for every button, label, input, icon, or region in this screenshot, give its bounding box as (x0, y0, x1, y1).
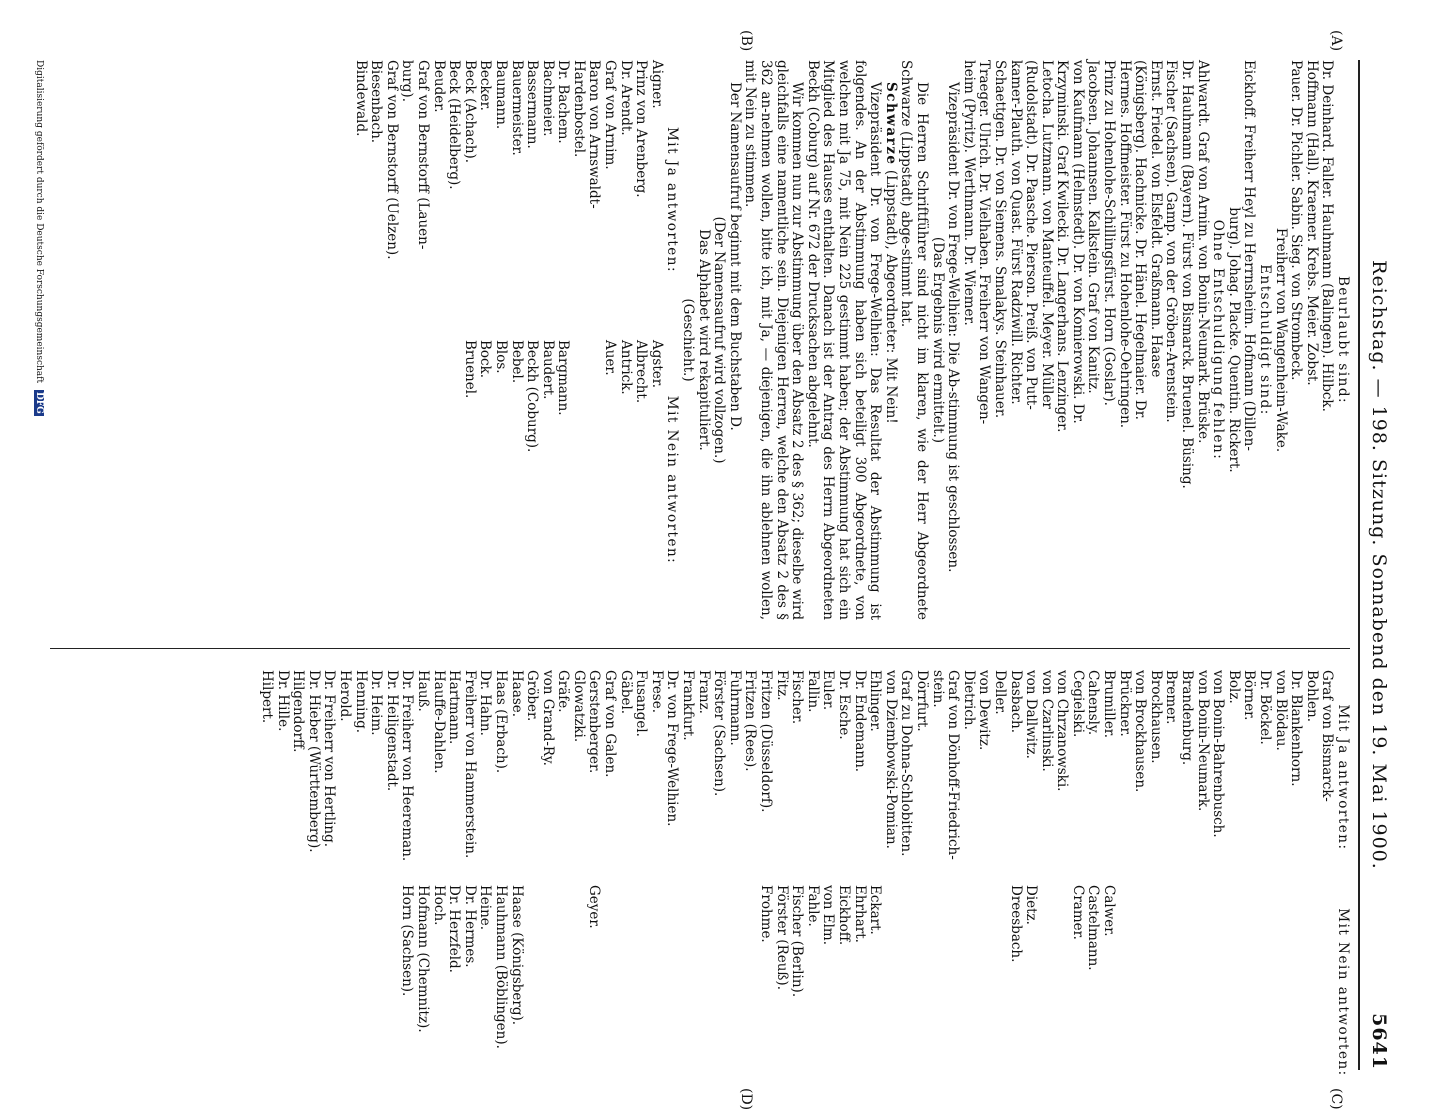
member-name: Bock. (477, 340, 494, 379)
member-name (1038, 885, 1054, 1100)
member-name: Hilgendorff. (290, 670, 307, 753)
member-name: Fitz. (773, 670, 790, 701)
member-name: Agster. (648, 340, 665, 388)
member-name: von Czarlinski. (1038, 670, 1055, 772)
member-name: Eckart. (867, 885, 884, 935)
member-name: Fallin. (804, 670, 821, 713)
ohne-entschuldigung-list (960, 60, 1210, 620)
member-name: Frese. (648, 670, 665, 714)
member-name: Brückner. (1116, 670, 1133, 737)
member-name (1303, 885, 1319, 1100)
member-name: Henning. (352, 670, 369, 734)
member-name (570, 340, 586, 620)
member-name: von Brockhausen. (1132, 670, 1149, 793)
member-name: Brockhausen. (1147, 670, 1164, 764)
member-name (960, 885, 976, 1100)
member-name: Fischer (Berlin). (789, 885, 806, 998)
member-name: stein. (929, 670, 946, 708)
header-rule (1358, 60, 1360, 1070)
member-name: Graf von Bernstorff (Lauen- (414, 60, 431, 250)
margin-marker-b: (B) (738, 30, 754, 52)
beurlaubt-list (1272, 60, 1334, 620)
member-name (929, 885, 945, 1100)
text-line: (Rudolstadt). Dr. Paasche. Pierson. Preiß. von Putt- (1023, 60, 1040, 410)
document-page (34, 30, 1394, 1110)
member-name: Dr. Arendt. (617, 60, 634, 136)
member-name: Baumann. (492, 60, 509, 130)
member-name: Aigner. (648, 60, 665, 109)
member-name: Hauffe-Dahlen. (430, 670, 447, 774)
member-name: Graf von Dönhoff-Friedrich- (945, 670, 962, 860)
text-line: Letocha. Lutzmann. von Manteuffel. Meyer. Müller (1038, 60, 1055, 409)
member-name: Brandenburg. (1179, 670, 1196, 766)
member-name: Hilpert. (259, 670, 276, 724)
text-line: Dr. Deinhard. Faller. Hauhmann (Balingen). Hilbck. (1319, 60, 1336, 412)
ja-names (352, 60, 664, 340)
member-name: Dr. Heim. (368, 670, 385, 736)
member-name: Fahle. (804, 885, 821, 927)
speaker-name: Schwarze (882, 82, 899, 166)
member-name: Dr. Heiligenstadt. (383, 670, 400, 792)
namensaufruf-note: (Der Namensaufruf wird vollzogen.) (711, 216, 728, 464)
member-name: Dr. Blankenhorn. (1288, 670, 1305, 787)
member-name: Fritzen (Rees). (742, 670, 759, 772)
member-name: Glowatzki. (570, 670, 587, 743)
member-name: Bindewald. (352, 60, 369, 137)
member-name: Dr. Hahn. (477, 670, 494, 736)
member-name (726, 885, 742, 1100)
dfg-logo: DFG (34, 391, 44, 414)
member-name: Hardenbostel. (570, 60, 587, 158)
member-name (1178, 885, 1194, 1100)
member-name (711, 885, 727, 1100)
member-name: Dr. Freiherr von Hertling. (321, 670, 338, 848)
member-name: Dreesbach. (1007, 885, 1024, 963)
column-divider (50, 648, 1350, 649)
member-name: Biesenbach. (368, 60, 385, 144)
text-line: Dr. Hauhmann (Bayern). Fürst von Bismarck. Bruenel. Büsing. (1179, 60, 1196, 489)
member-name: von Chrzanowski. (1054, 670, 1071, 792)
member-name (524, 885, 540, 1100)
left-column (352, 60, 1350, 620)
member-name: Baudert. (539, 340, 556, 400)
member-name: Bassermann. (524, 60, 541, 149)
member-name: Bohlen. (1303, 670, 1320, 723)
footer-credit (34, 60, 44, 416)
nein-names (461, 340, 664, 620)
nein-heading: Mit Nein antworten: (664, 395, 681, 565)
member-name: Bremer. (1163, 670, 1180, 725)
member-name: Baron von Arnswaldt- (586, 60, 603, 209)
member-name (539, 885, 555, 1100)
page-header (1360, 60, 1394, 1070)
member-name: Gräfe. (555, 670, 572, 713)
ergebnis-note: (Das Ergebnis wird ermittelt.) (929, 236, 946, 444)
vizepraesident-paragraph-1: Vizepräsident Dr. von Frege-Welhien: Die Ab-stimmung ist geschlossen. (945, 82, 962, 573)
member-name: Gerstenberger. (586, 670, 603, 774)
member-name (679, 885, 695, 1100)
member-name: Graf zu Dohna-Schlobitten. (898, 670, 915, 857)
margin-marker-d: (D) (738, 1088, 754, 1110)
member-name: Graf von Arnim. (602, 60, 619, 170)
member-name: Freiherr von Hammerstein. (461, 670, 478, 859)
text-line: Fischer (Sachsen). Gamp. von der Gröben-Arenstein. (1163, 60, 1180, 423)
member-name: Bebel. (508, 340, 525, 384)
member-name (1054, 885, 1070, 1100)
margin-marker-c: (C) (1328, 1088, 1344, 1110)
left-ja-list (352, 60, 679, 340)
right-ja-list (258, 670, 1350, 885)
header-title: Reichstag. — 198. Sitzung. Sonnabend den 19. Mai 1900. (1368, 260, 1390, 870)
member-name: Antrick. (617, 340, 634, 395)
text-line: Schaettgen. Dr. von Siemens. Smalakys. Steinhauer. (991, 60, 1008, 419)
schriftfuehrer-paragraph: Die Herren Schriftführer sind nicht im klaren, wie der Herr Abgeordnete Schwarze (Lippstadt) abge-stimmt hat. (898, 60, 930, 620)
member-name: Gäbel. (617, 670, 634, 715)
member-name: von Blödau. (1272, 670, 1289, 751)
member-name: Eickhoff. (836, 885, 852, 946)
member-name: Haas (Erbach). (492, 670, 509, 774)
member-name: Dr. Hille. (274, 670, 291, 732)
member-name: Förster (Sachsen). (711, 670, 728, 797)
member-name: Beck (Achach). (461, 60, 478, 164)
nein-names (399, 885, 1335, 1100)
member-name: Horn (Sachsen). (399, 885, 416, 997)
member-name: Beckh (Coburg). (524, 340, 541, 453)
page-number: 5641 (1368, 1013, 1390, 1070)
member-name: Ehlinger. (867, 670, 884, 732)
member-name: Herold. (337, 670, 353, 722)
member-name: Dasbach. (1007, 670, 1024, 734)
member-name: Dr. Endemann. (851, 670, 868, 773)
right-vote-lists (258, 670, 1350, 1100)
member-name (882, 885, 898, 1100)
member-name (945, 885, 961, 1100)
member-name (695, 885, 711, 1100)
member-name: Fusangel. (633, 670, 650, 737)
member-name: Hofmann (Chemnitz). (414, 885, 431, 1033)
member-name: Bolz. (1225, 670, 1242, 704)
member-name: Gröber. (524, 670, 541, 722)
member-name: Hartmann. (446, 670, 463, 745)
member-name: Haase. (508, 670, 525, 718)
text-line: Ernst. Friedel. von Elsfeldt. Graßmann. Haase (1147, 60, 1164, 378)
member-name (633, 885, 649, 1100)
member-name (913, 885, 929, 1100)
member-name (1210, 885, 1226, 1100)
member-name: Dr. von Frege-Welhien. (664, 670, 681, 827)
text-line: Pauer. Dr. Pichler. Sabin. Sieg. von Strombeck. (1288, 60, 1305, 381)
member-name: Heine. (477, 885, 494, 931)
member-name: Bargmann. (555, 340, 572, 416)
member-name: Dr. Herzfeld. (446, 885, 463, 973)
member-name: Dr. Esche. (836, 670, 852, 740)
member-name: Hauß. (414, 670, 431, 712)
text-line: Ahlwardt. Graf von Arnim. von Bonin-Neumark. Brüske. (1194, 60, 1211, 444)
member-name: Beuder. (430, 60, 447, 113)
member-name: Bachmeier. (539, 60, 556, 137)
member-name: Haase (Königsberg). (508, 885, 525, 1026)
nein-heading: Mit Nein antworten: (1335, 908, 1351, 1077)
member-name: Dörrfurt. (913, 670, 930, 732)
schwarze-paragraph (882, 60, 898, 620)
member-name: Frankfurt. (680, 670, 697, 741)
text-line: kamer-Plauth. von Quast. Fürst Radziwill. Richter. (1007, 60, 1024, 405)
member-name: von Bonin-Neumark. (1194, 670, 1211, 812)
left-vote-lists (352, 60, 679, 620)
member-name (617, 885, 633, 1100)
member-name (586, 340, 602, 620)
member-name (1132, 885, 1148, 1100)
text-line: Prinz zu Hohenlohe-Schillingsfürst. Horn (Goslar). (1101, 60, 1118, 406)
member-name (664, 885, 680, 1100)
member-name: von Elm. (820, 885, 837, 946)
member-name: Bauermeister. (508, 60, 525, 156)
member-name: Graf von Bismarck- (1319, 670, 1336, 802)
member-name (1256, 885, 1272, 1100)
member-name: Dr. Böckel. (1257, 670, 1274, 745)
member-name: Dr. Bachem. (555, 60, 572, 144)
member-name: Cegielski. (1069, 670, 1086, 738)
text-line: von Kaufmann (Helmstedt). Dr. von Komierowski. Dr. (1069, 60, 1086, 424)
beurlaubt-heading: Beurlaubt sind: (1335, 275, 1351, 405)
text-line: Freiherr von Wangenheim-Wake. (1272, 227, 1289, 453)
ja-names (258, 670, 1334, 885)
margin-marker-a: (A) (1328, 30, 1344, 52)
text-line: (Königsberg). Hachnicke. Dr. Hänel. Hegelmaier. Dr. (1132, 60, 1149, 420)
right-nein-list (258, 885, 1350, 1100)
member-name: Geyer. (586, 885, 603, 929)
member-name: Graf von Galen. (602, 670, 619, 778)
right-column (258, 670, 1350, 1100)
member-name: Calwer. (1101, 885, 1118, 937)
member-name: Ehrhart. (851, 885, 868, 943)
member-name (898, 885, 914, 1100)
member-name: Graf von Bernstorff (Uelzen). (383, 60, 400, 260)
member-name: Prinz von Arenberg. (633, 60, 650, 198)
text-line: Eickhoff. Freiherr Heyl zu Herrnsheim. Hofmann (Dillen- (1241, 60, 1258, 451)
member-name: von Dziembowski-Pomian. (882, 670, 899, 849)
member-name (1163, 885, 1179, 1100)
member-name: Brumiller. (1101, 670, 1118, 739)
text-line: heim (Pyritz). Werthmann. Dr. Wiemer. (960, 60, 977, 326)
member-name: Dietz. (1023, 885, 1040, 925)
ohne-entschuldigung-heading: Ohne Entschuldigung fehlen: (1210, 219, 1227, 461)
member-name (1272, 885, 1288, 1100)
member-name (1225, 885, 1241, 1100)
text-line: burg). Johag. Placke. Quentin. Rickert. (1225, 207, 1242, 473)
member-name: Börner. (1241, 670, 1258, 721)
member-name: von Dallwitz. (1023, 670, 1040, 759)
member-name: Euler. (820, 670, 837, 711)
entschuldigt-heading: Entschuldigt sind: (1257, 264, 1274, 416)
speaker-text: (Lippstadt), Abgeordneter: Mit Nein! (882, 169, 899, 424)
text-line: Krzyminski. Graf Kwilecki. Dr. Langerhans. Lenzinger. (1054, 60, 1071, 433)
text-line: Jacobsen. Johannsen. Kalkstein. Graf von Kanitz. (1085, 60, 1102, 394)
member-name: Fuhrmann. (726, 670, 743, 746)
vizepraesident-paragraph-2: Vizepräsident Dr. von Frege-Welhien: Das Resultat der Abstimmung ist folgendes. An der Abstimmung haben sich beteiligt 300 Abgeordnete, von welchen mit Ja 75, mit Nein 225 gestimmt haben; der Abstimmung hat sich ein Mitglied des Hauses enthalten. Danach ist der Antrag des Herrn Abgeordneten Beckh (Coburg) auf Nr. 672 der Drucksachen abgelehnt. (804, 60, 884, 620)
member-name (570, 885, 586, 1100)
member-name: Hauhmann (Böblingen). (492, 885, 509, 1049)
member-name: Cahensly. (1085, 670, 1102, 736)
member-name (1241, 885, 1257, 1100)
member-name: Auer. (602, 340, 619, 376)
member-name: Castelmann. (1085, 885, 1102, 971)
left-nein-list (352, 340, 679, 620)
member-name (1288, 885, 1304, 1100)
member-name: Dr. Hieber (Württemberg). (305, 670, 322, 853)
member-name: Bruenel. (461, 340, 478, 399)
member-name: von Grand-Ry. (539, 670, 556, 766)
member-name: Dr. Freiherr von Heereman. (399, 670, 416, 862)
text-line: Hoffmann (Hall). Kraemer. Krebs. Meier. Zobst. (1303, 60, 1320, 386)
member-name (1147, 885, 1163, 1100)
member-name: Fischer. (789, 670, 806, 725)
geschieht-note: (Geschieht.) (680, 298, 697, 382)
entschuldigt-list (1225, 60, 1256, 620)
member-name: Albrecht. (633, 340, 650, 404)
member-name (555, 885, 571, 1100)
namensaufruf-paragraph: Der Namensaufruf beginnt mit dem Buchstaben D. (726, 82, 743, 431)
footer-text: Digitalisierung gefördert durch die Deutsche Forschungsgemeinschaft (34, 60, 44, 384)
member-name: Frohme. (758, 885, 775, 943)
member-name: Beck (Heidelberg). (446, 60, 463, 190)
member-name (976, 885, 992, 1100)
member-name (602, 885, 618, 1100)
member-name: Cramer. (1069, 885, 1086, 940)
member-name (742, 885, 758, 1100)
member-name (1194, 885, 1210, 1100)
member-name: von Bonin-Bahrenbusch. (1210, 670, 1227, 838)
alphabet-note: Das Alphabet wird rekapituliert. (695, 229, 712, 451)
ja-heading: Mit Ja antworten: (664, 126, 681, 274)
vote-paragraph: Wir kommen nun zur Abstimmung über den Absatz 2 des § 362; dieselbe wird gleichfalls eine namentliche sein. Diejenigen Herren, welche den Absatz 2 des § 362 an-nehmen wollen, bitte ich, mit Ja, — diejenigen, die ihn ablehnen wollen, mit Nein zu stimmen. (742, 60, 806, 620)
text-line: Hermes. Hoffmeister. Fürst zu Hohenlohe-Oehringen. (1116, 60, 1133, 429)
member-name: Förster (Reuß). (773, 885, 790, 990)
member-name: Blos. (492, 340, 509, 374)
member-name: Dr. Hermes. (461, 885, 478, 968)
member-name (1116, 885, 1132, 1100)
member-name: Dietrich. (960, 670, 977, 730)
member-name (1319, 885, 1335, 1100)
member-name (648, 885, 664, 1100)
member-name: Fritzen (Düsseldorf). (758, 670, 775, 813)
ja-heading: Mit Ja antworten: (1335, 704, 1351, 851)
member-name (991, 885, 1007, 1100)
member-name: burg). (399, 60, 416, 102)
member-name: Deller. (991, 670, 1008, 715)
member-name: von Dewitz. (976, 670, 993, 751)
member-name: Becker. (477, 60, 494, 111)
text-line: Traeger. Ulrich. Dr. Vielhaben. Freiherr von Wangen- (976, 60, 993, 425)
member-name: Hoch. (430, 885, 447, 926)
member-name: Franz. (695, 670, 712, 714)
